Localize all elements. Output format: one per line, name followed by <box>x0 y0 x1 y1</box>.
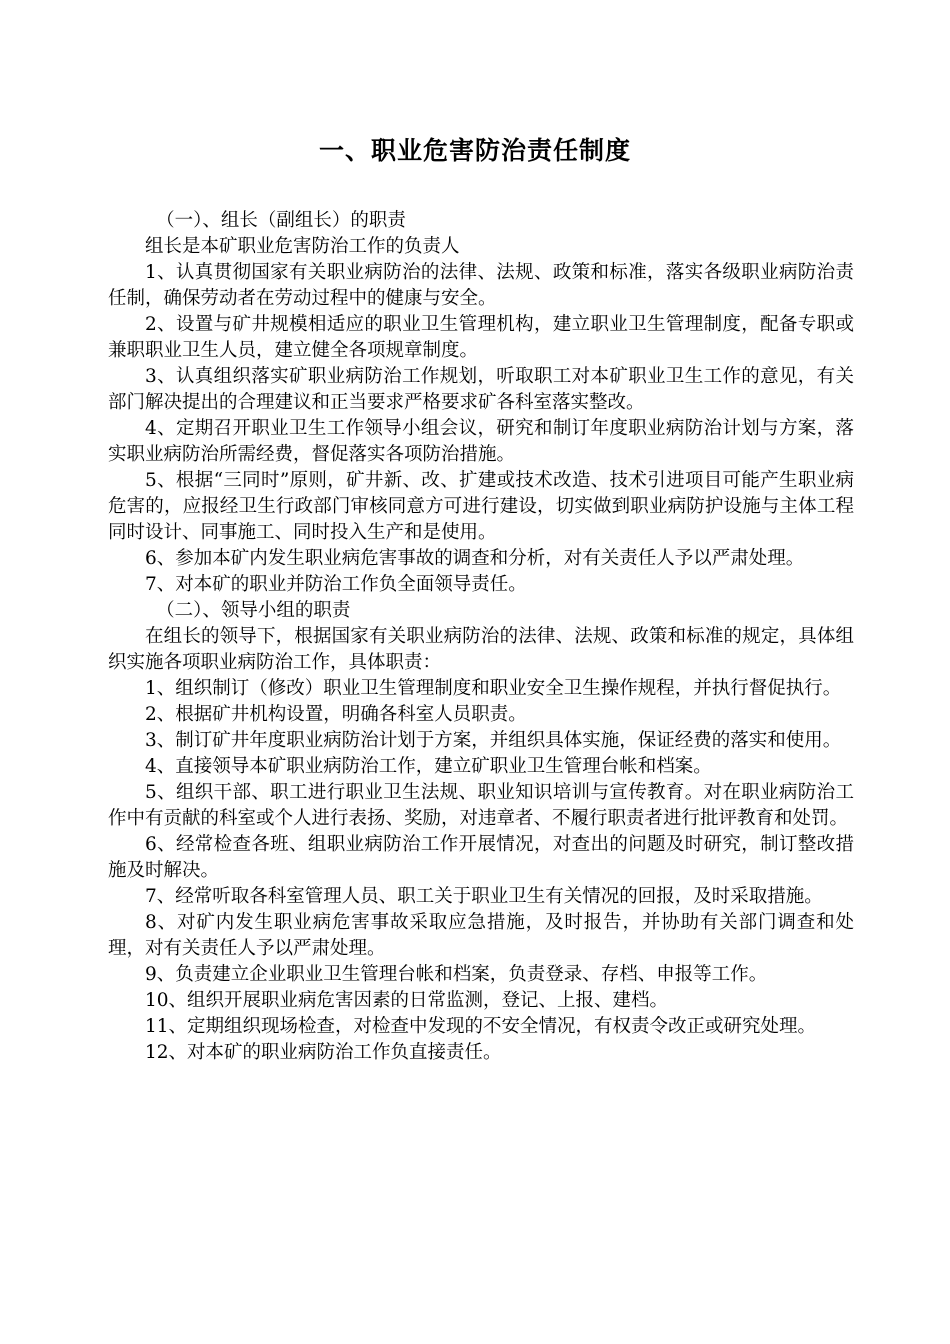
document-body <box>108 208 854 1066</box>
duty-item: 1、组织制订（修改）职业卫生管理制度和职业安全卫生操作规程，并执行督促执行。 <box>145 678 842 699</box>
section-intro: 组长是本矿职业危害防治工作的负责人 <box>145 236 460 257</box>
document-title: 一、职业危害防治责任制度 <box>318 136 631 165</box>
duty-item: 3、制订矿井年度职业病防治计划于方案，并组织具体实施，保证经费的落实和使用。 <box>145 730 842 751</box>
duty-item: 1、认真贯彻国家有关职业病防治的法律、法规、政策和标准，落实各级职业病防治责任制，确保劳动者在劳动过程中的健康与安全。 <box>108 262 854 309</box>
duty-item: 7、经常听取各科室管理人员、职工关于职业卫生有关情况的回报，及时采取措施。 <box>145 886 823 907</box>
duty-item: 5、组织干部、职工进行职业卫生法规、职业知识培训与宣传教育。对在职业病防治工作中有贡献的科室或个人进行表扬、奖励，对违章者、不履行职责者进行批评教育和处罚。 <box>108 782 854 829</box>
duty-item: 3、认真组织落实矿职业病防治工作规划，听取职工对本矿职业卫生工作的意见，有关部门解决提出的合理建议和正当要求严格要求矿各科室落实整改。 <box>108 366 854 413</box>
duty-item: 2、设置与矿井规模相适应的职业卫生管理机构，建立职业卫生管理制度，配备专职或兼职职业卫生人员，建立健全各项规章制度。 <box>108 314 854 361</box>
section-heading: （二）、领导小组的职责 <box>156 600 351 621</box>
duty-item: 5、根据“三同时”原则，矿井新、改、扩建或技术改造、技术引进项目可能产生职业病危害的，应报经卫生行政部门审核同意方可进行建设，切实做到职业病防护设施与主体工程同时设计、同事施工、同时投入生产和是使用。 <box>108 470 854 543</box>
duty-item: 6、参加本矿内发生职业病危害事故的调查和分析，对有关责任人予以严肃处理。 <box>145 548 805 569</box>
duty-item: 4、直接领导本矿职业病防治工作，建立矿职业卫生管理台帐和档案。 <box>145 756 712 777</box>
duty-item: 2、根据矿井机构设置，明确各科室人员职责。 <box>145 704 527 725</box>
duty-item: 12、对本矿的职业病防治工作负直接责任。 <box>145 1042 502 1063</box>
section-intro: 在组长的领导下，根据国家有关职业病防治的法律、法规、政策和标准的规定，具体组织实施各项职业病防治工作，具体职责： <box>108 626 854 673</box>
duty-item: 8、对矿内发生职业病危害事故采取应急措施，及时报告，并协助有关部门调查和处理，对有关责任人予以严肃处理。 <box>108 912 854 959</box>
duty-item: 9、负责建立企业职业卫生管理台帐和档案，负责登录、存档、申报等工作。 <box>145 964 768 985</box>
duty-item: 4、定期召开职业卫生工作领导小组会议，研究和制订年度职业病防治计划与方案，落实职业病防治所需经费，督促落实各项防治措施。 <box>108 418 854 465</box>
duty-item: 6、经常检查各班、组职业病防治工作开展情况，对查出的问题及时研究，制订整改措施及时解决。 <box>108 834 854 881</box>
duty-item: 7、对本矿的职业并防治工作负全面领导责任。 <box>145 574 527 595</box>
duty-item: 10、组织开展职业病危害因素的日常监测，登记、上报、建档。 <box>145 990 669 1011</box>
section-heading: （一）、组长（副组长）的职责 <box>156 210 406 231</box>
duty-item: 11、定期组织现场检查，对检查中发现的不安全情况，有权责令改正或研究处理。 <box>145 1016 817 1037</box>
